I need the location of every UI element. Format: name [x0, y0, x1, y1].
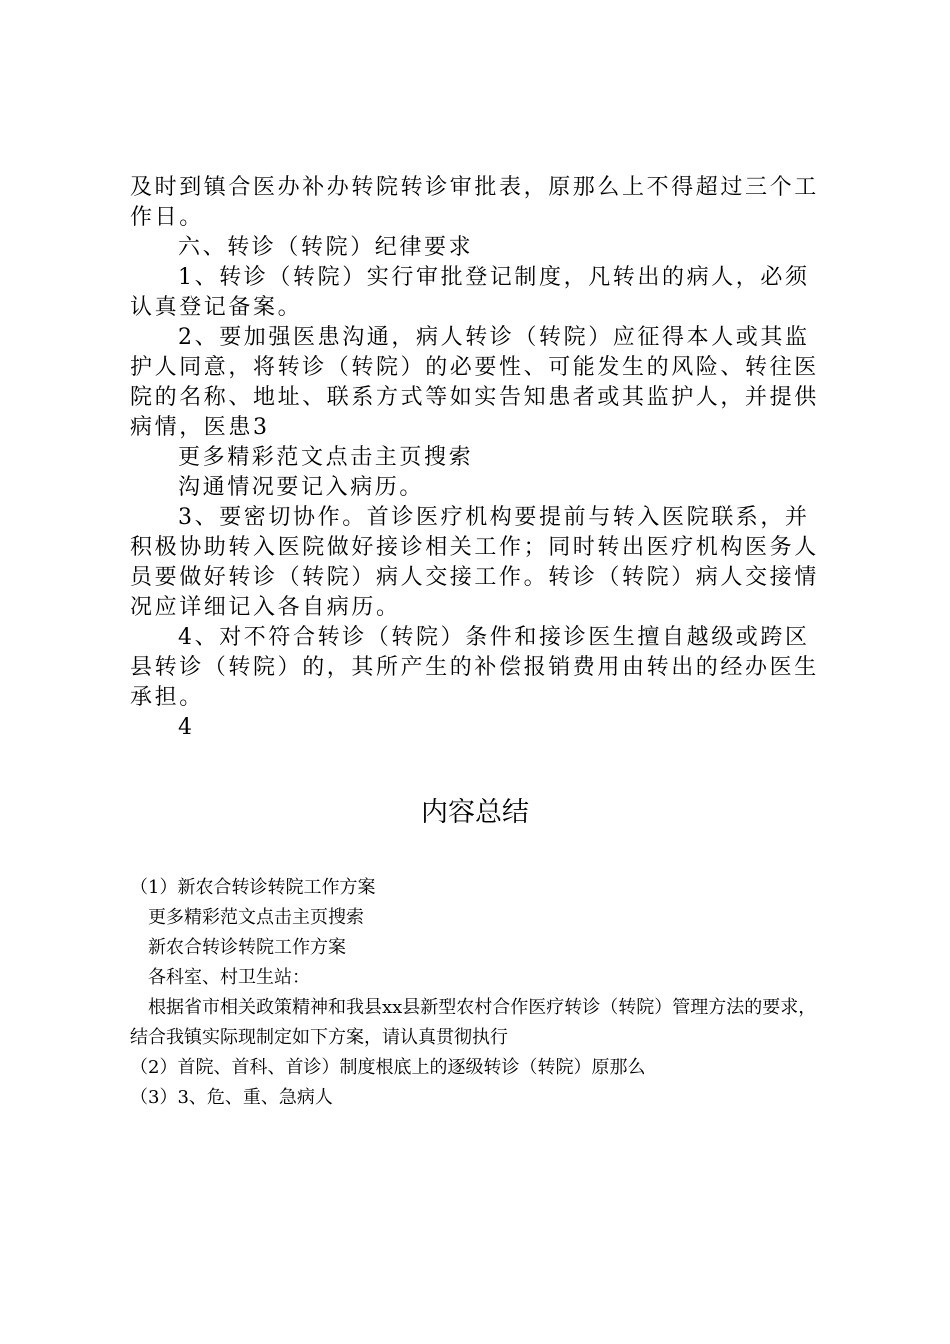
- summary-list: [130, 873, 830, 1113]
- paragraph: 2、要加强医患沟通，病人转诊（转院）应征得本人或其监护人同意，将转诊（转院）的必要性、可能发生的风险、转往医院的名称、地址、联系方式等如实告知患者或其监护人，并提供病情，医患3: [130, 325, 819, 440]
- summary-line: 根据省市相关政策精神和我县xx县新型农村合作医疗转诊（转院）管理方法的要求，结合我镇实际现制定如下方案，请认真贯彻执行: [130, 997, 817, 1048]
- summary-title: 内容总结: [421, 797, 529, 828]
- paragraph: 及时到镇合医办补办转院转诊审批表，原那么上不得超过三个工作日。: [130, 175, 819, 230]
- section-heading: 六、转诊（转院）纪律要求: [178, 235, 474, 260]
- summary-item: （3）3、危、重、急病人: [130, 1087, 333, 1108]
- paragraph: 3、要密切协作。首诊医疗机构要提前与转入医院联系，并积极协助转入医院做好接诊相关工作；同时转出医疗机构医务人员要做好转诊（转院）病人交接工作。转诊（转院）病人交接情况应详细记入各自病历。: [130, 505, 819, 620]
- summary-item: （2）首院、首科、首诊）制度根底上的逐级转诊（转院）原那么: [130, 1057, 646, 1078]
- page-number: 4: [178, 715, 195, 740]
- summary-item: （1）新农合转诊转院工作方案: [130, 877, 376, 898]
- paragraph: 沟通情况要记入病历。: [178, 475, 425, 500]
- summary-line: 新农合转诊转院工作方案: [148, 937, 346, 958]
- summary-line: 更多精彩范文点击主页搜索: [148, 907, 364, 928]
- summary-line: 各科室、村卫生站：: [148, 967, 310, 988]
- paragraph: 4、对不符合转诊（转院）条件和接诊医生擅自越级或跨区县转诊（转院）的，其所产生的补偿报销费用由转出的经办医生承担。: [130, 625, 819, 710]
- promo-line: 更多精彩范文点击主页搜索: [178, 445, 474, 470]
- document-body: [130, 173, 830, 743]
- paragraph: 1、转诊（转院）实行审批登记制度，凡转出的病人，必须认真登记备案。: [130, 265, 810, 320]
